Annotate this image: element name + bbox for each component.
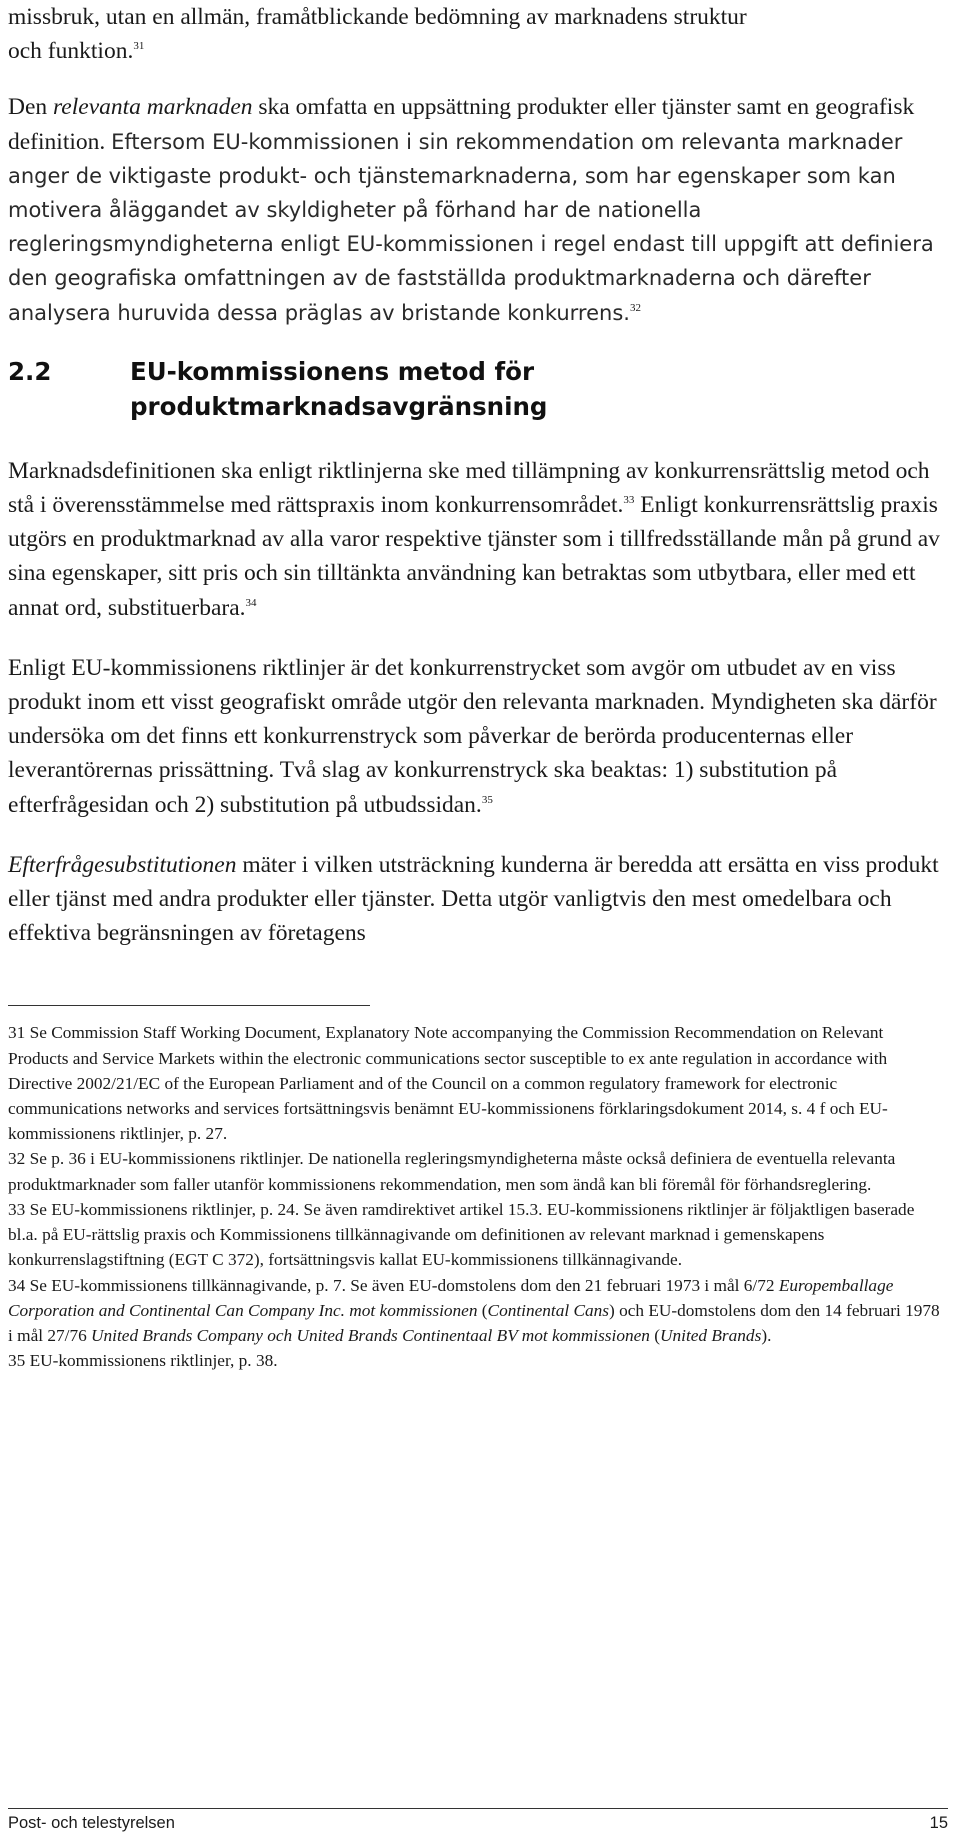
text-segment: Den (8, 94, 54, 121)
paragraph-demand-substitution (8, 848, 948, 951)
section-heading (8, 354, 948, 424)
text-segment: Enligt EU-kommissionens riktlinjer är det konkurrenstrycket som avgör om utbudet av en viss produkt inom ett visst geografiskt område utgör den relevanta marknaden. Myndigheten ska därför undersöka om det finns ett konkurrenstryck som påverkar de berörda producenternas eller leverantörernas prissättning. Två slag av konkurrenstryck ska beaktas: 1) substitution på efterfrågesidan och 2) substitution på utbudssidan. (8, 654, 937, 818)
italic-term: relevanta marknaden (53, 94, 253, 121)
footnote-number: 33 (8, 1199, 26, 1219)
section-title: EU-kommissionens metod för produktmarknadsavgränsning (130, 356, 548, 421)
intro-line-1: missbruk, utan en allmän, framåtblickande bedömning av marknadens struktur (8, 4, 747, 30)
footnote-text: Se EU-kommissionens riktlinjer, p. 24. Se även ramdirektivet artikel 15.3. EU-kommissionens riktlinjer är följaktligen baserade bl.a. på EU-rättslig praxis och Kommissionens tillkännagivande om definitionen av relevant marknad i gemenskapens konkurrenslagstiftning (EGT C 372), fortsättningsvis kallat EU-kommissionens tillkännagivande. (8, 1199, 915, 1270)
footnote-text: ( (649, 1325, 661, 1345)
footnote-text: EU-kommissionens riktlinjer, p. 38. (25, 1351, 278, 1371)
footnote-divider (8, 1005, 370, 1006)
footnote-33 (8, 1197, 948, 1273)
footnote-text: Se Commission Staff Working Document, Explanatory Note accompanying the Commission Recommendation on Relevant Products and Service Markets within the electronic communications sector susceptible to ex ante regulation in accordance with Directive 2002/21/EC of the European Parliament and of the Council on a common regulatory framework for electronic communications networks and services fortsättningsvis benämnt EU-kommissionens förklaringsdokument 2014, s. 4 f och EU-kommissionens riktlinjer, p. 27. (8, 1023, 888, 1144)
footnote-ref-34[interactable]: 34 (245, 596, 257, 609)
footnote-31 (8, 1020, 948, 1146)
paragraph-market-definition (8, 454, 948, 625)
case-name: United Brands Company och United Brands Continentaal BV mot kommissionen (91, 1325, 650, 1345)
text-segment: ska omfatta en uppsättning produkter eller tjänster samt en geografisk definition. (8, 94, 915, 155)
page-footer (8, 1814, 948, 1833)
footer-divider (8, 1808, 948, 1809)
text-segment: mäter i vilken utsträckning kunderna är beredda att ersätta en viss produkt eller tjänst med andra produkter eller tjänster. Detta utgör vanligtvis den mest omedelbara och effektiva begränsningen av företagens (8, 851, 939, 947)
paragraph-intro (8, 0, 948, 68)
case-name: Continental Cans (487, 1300, 610, 1320)
text-segment: Enligt konkurrensrättslig praxis utgörs en produktmarknad av alla varor respektive tjänster som i tillfredsställande mån på grund av sina egenskaper, sitt pris och sin tilltänkta användning kan betraktas som utbytbara, eller med ett annat ord, substituerbara. (8, 492, 940, 621)
document-page (8, 0, 948, 1373)
footnote-32 (8, 1146, 948, 1196)
paragraph-relevant-market (8, 90, 948, 329)
page-number: 15 (929, 1814, 948, 1832)
footnote-ref-32[interactable]: 32 (629, 301, 641, 314)
footnote-text: Se EU-kommissionens tillkännagivande, p. 7. Se även EU-domstolens dom den 21 februari 1973 i mål 6/72 (25, 1275, 779, 1295)
footer-publisher: Post- och telestyrelsen (8, 1814, 175, 1832)
paragraph-competitive-pressure (8, 651, 948, 822)
case-name: United Brands (660, 1325, 762, 1345)
footnote-text: ( (477, 1300, 488, 1320)
italic-term: Efterfrågesubstitutionen (8, 851, 237, 878)
footnote-number: 34 (8, 1275, 26, 1295)
footnote-text: ) och EU-domstolens dom den 14 februari 1978 i mål 27/76 (8, 1300, 940, 1345)
footnote-ref-33[interactable]: 33 (623, 494, 635, 507)
text-segment: Eftersom EU-kommissionen i sin rekommendation om relevanta marknader anger de viktigaste produkt- och tjänstemarknaderna, som har egenskaper som kan motivera åläggandet av skyldigheter på förhand har de nationella regleringsmyndigheterna enligt EU-kommissionen i regel endast till uppgift att definiera den geografiska omfattningen av de fastställda produktmarknaderna och därefter analysera huruvida dessa präglas av bristande konkurrens. (8, 129, 934, 325)
text-segment: Marknadsdefinitionen ska enligt riktlinjerna ske med tillämpning av konkurrensrättslig metod och stå i överensstämmelse med rättspraxis inom konkurrensområdet. (8, 457, 930, 519)
footnotes (8, 1020, 948, 1373)
footnote-number: 32 (8, 1149, 26, 1169)
footnote-text: Se p. 36 i EU-kommissionens riktlinjer. De nationella regleringsmyndigheterna måste också definiera de eventuella relevanta produktmarknader som faller utanför kommissionens rekommendation, men som ändå kan bli föremål för förhandsreglering. (8, 1149, 896, 1194)
footnote-ref-35[interactable]: 35 (481, 793, 493, 806)
footnote-ref-31[interactable]: 31 (133, 40, 145, 53)
case-name: Europemballage Corporation and Continental Can Company Inc. mot kommissionen (8, 1275, 894, 1320)
footnote-34 (8, 1273, 948, 1349)
intro-line-2: och funktion. (8, 38, 134, 65)
footnote-text: ). (761, 1325, 772, 1345)
footnote-number: 35 (8, 1351, 26, 1371)
section-number: 2.2 (8, 356, 52, 386)
footnote-number: 31 (8, 1023, 26, 1043)
footnote-35 (8, 1348, 948, 1373)
